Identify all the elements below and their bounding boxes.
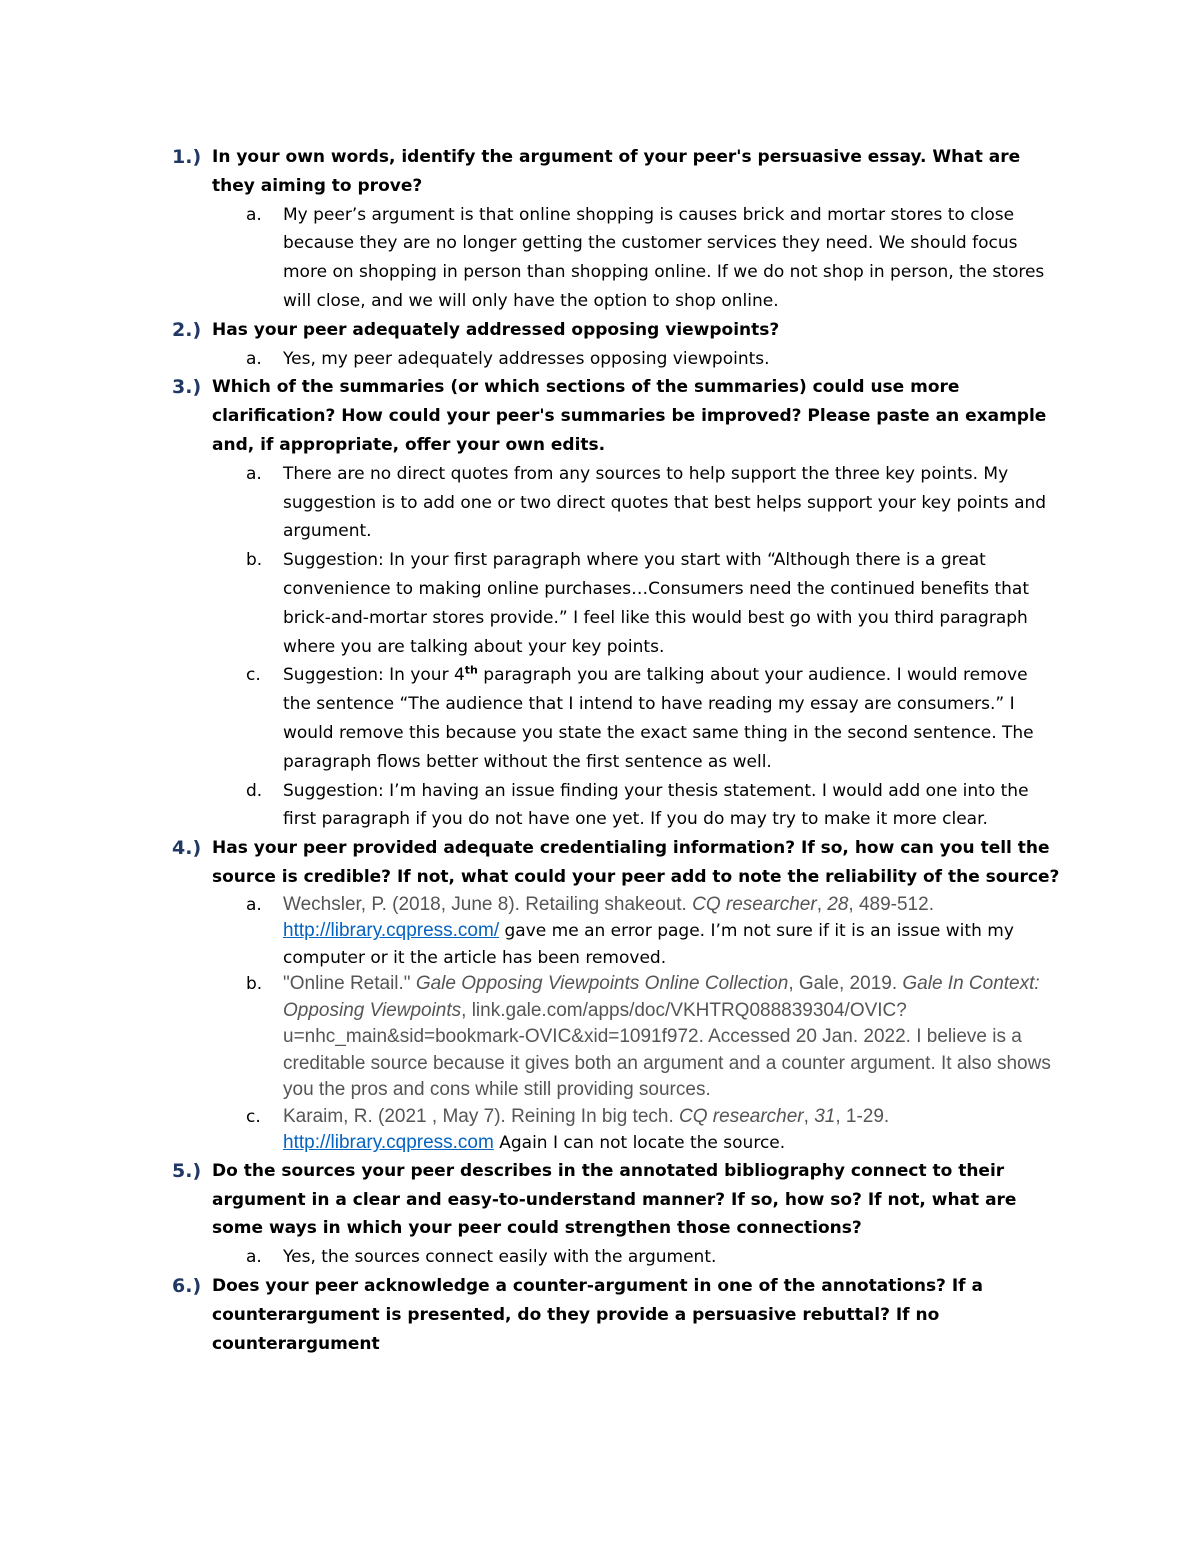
question-number: 4.) — [172, 837, 202, 860]
answer-text: Suggestion: In your first paragraph where you start with “Although there is a great convenience to making online purchases…Consumers need the continued benefits that brick-and-mortar stores provide.” I feel like this would best go with you third paragraph where you are talking about your key points. — [283, 550, 1030, 657]
answer-4c — [0, 1104, 1200, 1157]
question-text: Does your peer acknowledge a counter-argument in one of the annotations? If a counterargument is presented, do they provide a persuasive rebuttal? If no counterargument — [212, 1275, 983, 1354]
citation — [283, 1106, 889, 1154]
question-number: 5.) — [172, 1159, 202, 1182]
citation-journal: CQ researcher — [679, 1105, 804, 1127]
answer-3b — [0, 546, 1200, 661]
answer-text-end: paragraph you are talking about your audience. I would remove the sentence “The audience that I intend to have reading my essay are consumers.” I would remove this because you state the exact same thing in the second sentence. The paragraph flows better without the first sentence as well. — [283, 665, 1034, 772]
answer-2a — [0, 345, 1200, 374]
citation-collection: Gale Opposing Viewpoints Online Collection — [415, 973, 789, 995]
question-list — [0, 143, 1200, 1358]
answer-letter: b. — [246, 550, 263, 571]
citation-url-and-comment: , link.gale.com/apps/doc/VKHTRQ088839304/OVIC?u=nhc_main&sid=bookmark-OVIC&xid=1091f972. Accessed 20 Jan. 2022. I believe is a creditable source because it gives both an argument and a counter argument. It also shows you the pros and cons while still providing sources. — [283, 999, 1051, 1101]
answer-letter: a. — [246, 1247, 262, 1268]
question-text: Do the sources your peer describes in the annotated bibliography connect to their argument in a clear and easy-to-understand manner? If so, how so? If not, what are some ways in which your peer could strengthen those connections? — [212, 1160, 1017, 1239]
question-1 — [0, 143, 1200, 201]
question-number: 1.) — [172, 146, 202, 168]
citation-link[interactable]: http://library.cqpress.com — [283, 1132, 494, 1154]
answer-comment: Again I can not locate the source. — [493, 1133, 786, 1154]
answer-4b — [0, 971, 1200, 1104]
question-6 — [0, 1272, 1200, 1358]
question-text: Which of the summaries (or which sections of the summaries) could use more clarification? How could your peer's summaries be improved? Please paste an example and, if appropriate, offer your own edits. — [212, 377, 1047, 455]
answer-letter: c. — [246, 665, 261, 686]
question-2 — [0, 316, 1200, 345]
answer-text: Yes, my peer adequately addresses opposing viewpoints. — [283, 348, 770, 369]
citation-publisher: , Gale, 2019. — [788, 973, 903, 995]
citation-author: Karaim, R. (2021 , May 7). Reining In big tech. — [283, 1105, 680, 1127]
answer-letter: a. — [246, 463, 262, 484]
citation-separator: , — [803, 1105, 815, 1127]
question-text: In your own words, identify the argument of your peer's persuasive essay. What are they aiming to prove? — [212, 147, 1021, 196]
answer-letter: b. — [246, 974, 263, 995]
citation-pages: , 1-29. — [835, 1105, 890, 1127]
citation-separator: , — [816, 893, 828, 915]
question-number: 3.) — [172, 376, 202, 399]
citation-title: "Online Retail." — [283, 973, 416, 995]
citation-database: Gale In Context: Opposing Viewpoints — [283, 973, 1040, 1021]
citation-author: Wechsler, P. (2018, June 8). Retailing shakeout. — [283, 893, 693, 915]
citation-journal: CQ researcher — [692, 893, 817, 915]
answer-text: There are no direct quotes from any sources to help support the three key points. My suggestion is to add one or two direct quotes that best helps support your key points and argument. — [283, 463, 1047, 542]
answer-text-start: Suggestion: In your 4 — [283, 665, 465, 686]
answer-1a — [0, 201, 1200, 316]
answer-3d — [0, 777, 1200, 835]
answer-3a — [0, 460, 1200, 546]
answer-letter: d. — [246, 780, 263, 801]
answer-comment: gave me an error page. I’m not sure if it is an issue with my computer or it the article has been removed. — [283, 921, 1014, 968]
citation-pages: , 489-512. — [848, 893, 934, 915]
answer-letter: a. — [246, 894, 262, 915]
answer-letter: c. — [246, 1106, 261, 1127]
question-4 — [0, 834, 1200, 892]
answer-text: Yes, the sources connect easily with the argument. — [283, 1247, 717, 1268]
answer-text: My peer’s argument is that online shopping is causes brick and mortar stores to close because they are no longer getting the customer services they need. We should focus more on shopping in person than shopping online. If we do not shop in person, the stores will close, and we will only have the option to shop online. — [283, 204, 1045, 311]
citation-volume: 31 — [814, 1105, 836, 1127]
answer-3c — [0, 661, 1200, 776]
citation-link[interactable]: http://library.cqpress.com/ — [283, 920, 500, 942]
question-text: Has your peer adequately addressed opposing viewpoints? — [212, 319, 780, 340]
citation — [283, 973, 1051, 1100]
question-number: 2.) — [172, 318, 202, 341]
answer-letter: a. — [246, 348, 262, 369]
answer-text: Suggestion: I’m having an issue finding your thesis statement. I would add one into the first paragraph if you do not have one yet. If you do may try to make it more clear. — [283, 780, 1029, 830]
answer-4a — [0, 892, 1200, 972]
citation — [283, 894, 1014, 968]
answer-letter: a. — [246, 204, 262, 225]
question-number: 6.) — [172, 1274, 202, 1297]
answer-text — [283, 665, 1034, 771]
question-text: Has your peer provided adequate credentialing information? If so, how can you tell the source is credible? If not, what could your peer add to note the reliability of the source? — [212, 838, 1060, 887]
question-3 — [0, 373, 1200, 459]
citation-volume: 28 — [827, 893, 849, 915]
answer-5a — [0, 1243, 1200, 1272]
question-5 — [0, 1157, 1200, 1243]
ordinal-suffix: th — [464, 663, 478, 677]
